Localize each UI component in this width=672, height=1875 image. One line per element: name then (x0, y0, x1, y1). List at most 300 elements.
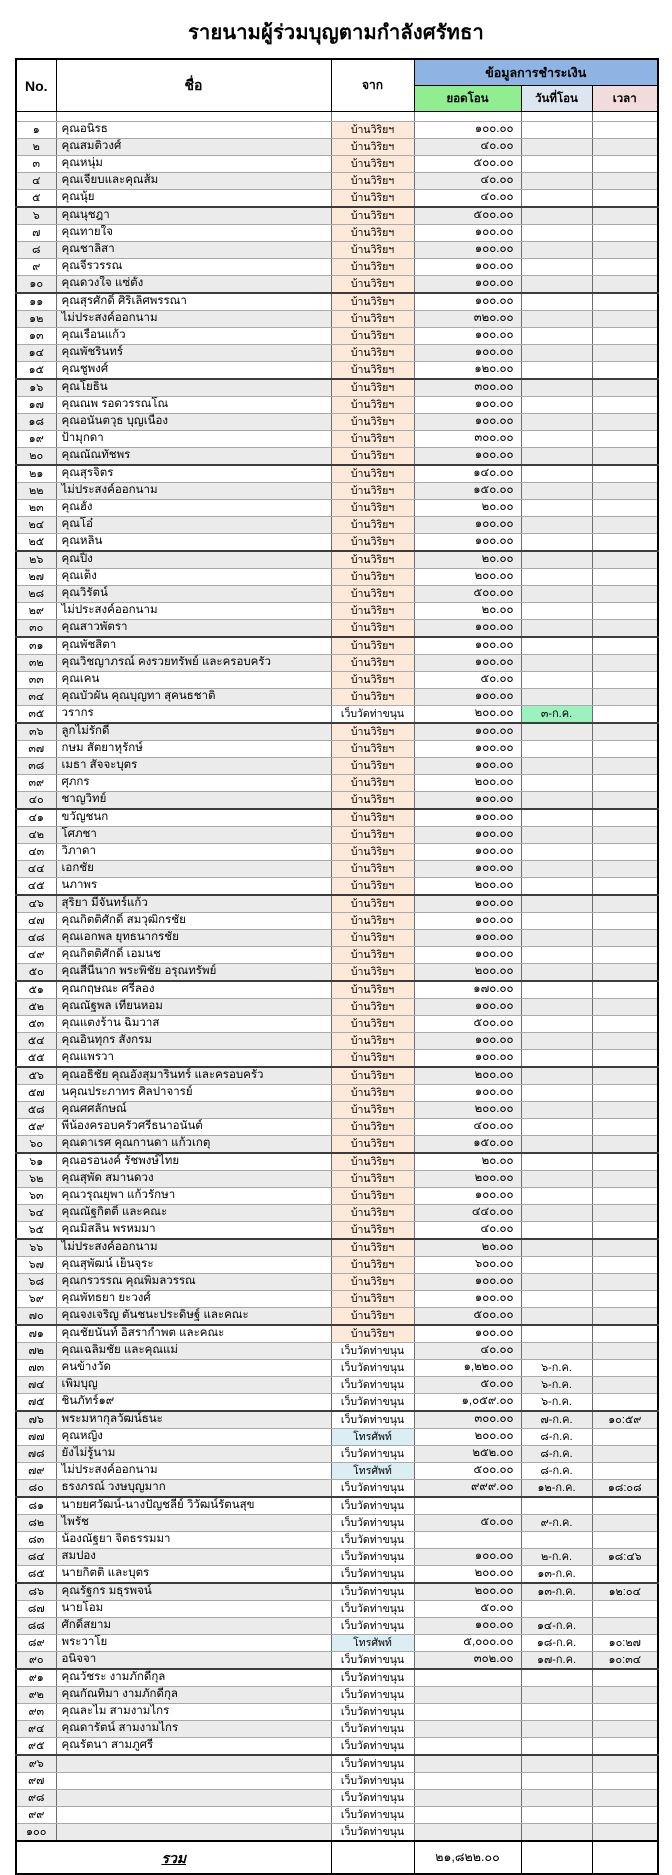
table-row (16, 1755, 658, 1773)
cell-name: คุณจงเจริญ ตันชนะประดิษฐ์ และคณะ (56, 1308, 331, 1326)
cell-no: ๒๕ (16, 534, 56, 552)
cell-from: โทรศัพท์ (331, 1429, 414, 1446)
cell-date (521, 672, 592, 689)
cell-no: ๔๐ (16, 792, 56, 810)
cell-date (521, 1687, 592, 1704)
cell-from: บ้านวิริยฯ (331, 500, 414, 517)
cell-no: ๗๒ (16, 1343, 56, 1360)
cell-no: ๒๔ (16, 517, 56, 534)
table-row (16, 500, 658, 517)
table-row (16, 861, 658, 878)
cell-time (592, 190, 658, 208)
cell-no: ๕๕ (16, 1050, 56, 1068)
cell-time (592, 981, 658, 999)
table-row (16, 913, 658, 930)
cell-date (521, 156, 592, 173)
cell-name: คุณศศลักษณ์ (56, 1102, 331, 1119)
table-row (16, 809, 658, 827)
cell-date (521, 775, 592, 792)
cell-date (521, 1067, 592, 1085)
cell-from: บ้านวิริยฯ (331, 1016, 414, 1033)
col-header-no: No. (16, 59, 56, 112)
cell-name: คุณแพรวา (56, 1050, 331, 1068)
cell-no: ๑๓ (16, 328, 56, 345)
cell-no: ๑๖ (16, 379, 56, 397)
cell-amount: ๒๐.๐๐ (414, 603, 521, 620)
cell-amount: ๕๐.๐๐ (414, 1515, 521, 1532)
cell-name: คุณทายใจ (56, 225, 331, 242)
cell-no: ๔ (16, 173, 56, 190)
table-row (16, 1583, 658, 1601)
cell-no: ๒ (16, 139, 56, 156)
cell-from: เว็บวัดท่าขนุน (331, 1773, 414, 1790)
cell-amount: ๑๒๐.๐๐ (414, 362, 521, 380)
cell-from: บ้านวิริยฯ (331, 999, 414, 1016)
cell-amount (414, 1532, 521, 1549)
table-row (16, 775, 658, 792)
table-row (16, 1704, 658, 1721)
cell-date: ๖-ก.ค. (521, 1360, 592, 1377)
cell-date: ๒-ก.ค. (521, 1549, 592, 1566)
cell-from: เว็บวัดท่าขนุน (331, 1583, 414, 1601)
table-row (16, 1635, 658, 1652)
cell-time (592, 1033, 658, 1050)
cell-amount (414, 1738, 521, 1756)
table-row (16, 792, 658, 810)
table-row (16, 534, 658, 552)
cell-date (521, 792, 592, 810)
cell-amount: ๔๔๐.๐๐ (414, 1205, 521, 1222)
spacer-row (16, 112, 658, 122)
cell-date (521, 844, 592, 861)
cell-date (521, 603, 592, 620)
cell-time (592, 672, 658, 689)
cell-amount: ๑๐๐.๐๐ (414, 844, 521, 861)
cell-from: บ้านวิริยฯ (331, 861, 414, 878)
cell-date (521, 551, 592, 569)
cell-time (592, 1119, 658, 1136)
table-row (16, 1687, 658, 1704)
cell-time: ๑๐:๕๙ (592, 1411, 658, 1429)
cell-name: คุณวิชญาภรณ์ คงรวยทรัพย์ และครอบครัว (56, 655, 331, 672)
table-row (16, 431, 658, 448)
cell-no: ๙๐ (16, 1652, 56, 1670)
cell-no: ๑๐ (16, 276, 56, 294)
cell-amount: ๑๗๐.๐๐ (414, 981, 521, 999)
cell-date (521, 637, 592, 655)
cell-amount (414, 1687, 521, 1704)
cell-amount: ๑๔๐.๐๐ (414, 465, 521, 483)
table-row (16, 1463, 658, 1480)
cell-name: เมธา สัจจะบุตร (56, 758, 331, 775)
cell-date (521, 328, 592, 345)
cell-time (592, 1016, 658, 1033)
cell-time (592, 465, 658, 483)
cell-name: คุณชูพงศ์ (56, 362, 331, 380)
cell-from: เว็บวัดท่าขนุน (331, 1704, 414, 1721)
cell-no: ๔๑ (16, 809, 56, 827)
cell-from: เว็บวัดท่าขนุน (331, 1377, 414, 1394)
cell-no: ๙๘ (16, 1790, 56, 1807)
table-row (16, 741, 658, 758)
table-row (16, 311, 658, 328)
cell-time (592, 1497, 658, 1515)
cell-time (592, 1257, 658, 1274)
cell-date (521, 534, 592, 552)
cell-date (521, 483, 592, 500)
table-row (16, 1807, 658, 1824)
cell-from: โทรศัพท์ (331, 1463, 414, 1480)
cell-no: ๖๗ (16, 1257, 56, 1274)
cell-amount: ๓๐๐.๐๐ (414, 1411, 521, 1429)
cell-from: บ้านวิริยฯ (331, 895, 414, 913)
cell-amount: ๔๐๐.๐๐ (414, 1119, 521, 1136)
cell-amount: ๑๐๐.๐๐ (414, 1050, 521, 1068)
cell-no: ๖๖ (16, 1239, 56, 1257)
cell-date (521, 1824, 592, 1842)
cell-amount: ๑๐๐.๐๐ (414, 225, 521, 242)
cell-from: เว็บวัดท่าขนุน (331, 1497, 414, 1515)
cell-time (592, 878, 658, 896)
cell-time (592, 844, 658, 861)
cell-from: บ้านวิริยฯ (331, 586, 414, 603)
cell-name: นายโอม (56, 1601, 331, 1618)
cell-no: ๘๗ (16, 1601, 56, 1618)
cell-no: ๒๘ (16, 586, 56, 603)
cell-date (521, 1308, 592, 1326)
cell-date (521, 1153, 592, 1171)
cell-from: บ้านวิริยฯ (331, 431, 414, 448)
cell-no: ๖๑ (16, 1153, 56, 1171)
cell-date (521, 500, 592, 517)
table-row (16, 483, 658, 500)
cell-time (592, 569, 658, 586)
cell-from: บ้านวิริยฯ (331, 1171, 414, 1188)
cell-time (592, 1343, 658, 1360)
cell-no: ๙๖ (16, 1755, 56, 1773)
cell-time (592, 517, 658, 534)
cell-name: คุณรัฐกร มธุรพจน์ (56, 1583, 331, 1601)
table-row (16, 620, 658, 638)
table-row (16, 259, 658, 276)
cell-time (592, 1291, 658, 1308)
cell-time (592, 706, 658, 724)
cell-amount: ๑๐๐.๐๐ (414, 1325, 521, 1343)
cell-no: ๙๗ (16, 1773, 56, 1790)
table-row (16, 999, 658, 1016)
table-row (16, 1033, 658, 1050)
cell-name: พระมหากุลวัฒน์ธนะ (56, 1411, 331, 1429)
cell-amount: ๑๐๐.๐๐ (414, 723, 521, 741)
cell-name: คุณรัตนา สามภูศรี (56, 1738, 331, 1756)
cell-name: คุณอินทุกร สังกรม (56, 1033, 331, 1050)
cell-amount: ๓๒๐.๐๐ (414, 311, 521, 328)
cell-time (592, 448, 658, 466)
cell-name: คุณสุพัด สมานดวง (56, 1171, 331, 1188)
cell-date (521, 139, 592, 156)
cell-name: คุณกัณทิมา งามภักดีกุล (56, 1687, 331, 1704)
cell-time (592, 586, 658, 603)
total-date-cell (521, 1841, 592, 1874)
cell-amount (414, 1721, 521, 1738)
cell-name: ศักดิ์สยาม (56, 1618, 331, 1635)
table-row (16, 964, 658, 982)
cell-name: ขวัญชนก (56, 809, 331, 827)
cell-date (521, 1601, 592, 1618)
cell-from: บ้านวิริยฯ (331, 156, 414, 173)
cell-date (521, 947, 592, 964)
cell-name: คุณกิตติศักดิ์ เอมนช (56, 947, 331, 964)
cell-amount: ๒๐.๐๐ (414, 500, 521, 517)
cell-name: คุณอนิรธ (56, 122, 331, 139)
cell-time (592, 362, 658, 380)
table-row (16, 569, 658, 586)
table-row (16, 293, 658, 311)
cell-from: บ้านวิริยฯ (331, 225, 414, 242)
cell-name: คุณเรือนแก้ว (56, 328, 331, 345)
cell-no: ๑๑ (16, 293, 56, 311)
cell-name: คุณหลิน (56, 534, 331, 552)
cell-amount: ๒๐๐.๐๐ (414, 1171, 521, 1188)
table-row (16, 947, 658, 964)
cell-name: คุณสุรจิตร (56, 465, 331, 483)
cell-date (521, 1239, 592, 1257)
cell-amount: ๑๐๐.๐๐ (414, 637, 521, 655)
cell-from: บ้านวิริยฯ (331, 1085, 414, 1102)
table-footer (16, 1841, 658, 1874)
cell-date (521, 242, 592, 259)
cell-no: ๘๔ (16, 1549, 56, 1566)
cell-name (56, 1773, 331, 1790)
col-header-name: ชื่อ (56, 59, 331, 112)
cell-date (521, 1497, 592, 1515)
cell-amount: ๑๐๐.๐๐ (414, 448, 521, 466)
cell-time (592, 139, 658, 156)
cell-from: บ้านวิริยฯ (331, 689, 414, 706)
cell-amount: ๑๐๐.๐๐ (414, 1188, 521, 1205)
cell-date (521, 397, 592, 414)
cell-from: บ้านวิริยฯ (331, 758, 414, 775)
cell-date (521, 259, 592, 276)
cell-time (592, 534, 658, 552)
cell-no: ๒๓ (16, 500, 56, 517)
table-row (16, 1601, 658, 1618)
cell-from: บ้านวิริยฯ (331, 139, 414, 156)
cell-from: เว็บวัดท่าขนุน (331, 1532, 414, 1549)
cell-from: บ้านวิริยฯ (331, 1274, 414, 1291)
cell-name: ไม่ประสงค์ออกนาม (56, 1239, 331, 1257)
cell-date: ๑๘-ก.ค. (521, 1635, 592, 1652)
cell-date (521, 1050, 592, 1068)
cell-from: บ้านวิริยฯ (331, 1222, 414, 1240)
cell-date (521, 1343, 592, 1360)
cell-from: บ้านวิริยฯ (331, 242, 414, 259)
cell-time (592, 1102, 658, 1119)
cell-time (592, 1463, 658, 1480)
cell-name: น้องณัฐยา จิตธรรมมา (56, 1532, 331, 1549)
cell-no: ๘๘ (16, 1618, 56, 1635)
cell-date (521, 1257, 592, 1274)
cell-from: บ้านวิริยฯ (331, 122, 414, 139)
cell-from: เว็บวัดท่าขนุน (331, 1652, 414, 1670)
cell-amount: ๑๕๐.๐๐ (414, 1136, 521, 1154)
cell-name: คุณเฉลิมชัย และคุณแม่ (56, 1343, 331, 1360)
cell-no: ๕๐ (16, 964, 56, 982)
cell-no: ๗๖ (16, 1411, 56, 1429)
cell-no: ๔๘ (16, 930, 56, 947)
table-body (16, 112, 658, 1842)
cell-no: ๙๕ (16, 1738, 56, 1756)
cell-no: ๔๕ (16, 878, 56, 896)
cell-amount (414, 1755, 521, 1773)
cell-time (592, 1755, 658, 1773)
cell-time: ๑๐:๓๔ (592, 1652, 658, 1670)
cell-from: โทรศัพท์ (331, 1635, 414, 1652)
total-row (16, 1841, 658, 1874)
table-row (16, 1050, 658, 1068)
cell-amount: ๑๐๐.๐๐ (414, 276, 521, 294)
cell-amount: ๑๐๐.๐๐ (414, 655, 521, 672)
cell-amount: ๕๐๐.๐๐ (414, 1308, 521, 1326)
cell-date (521, 1016, 592, 1033)
table-row (16, 1343, 658, 1360)
cell-name: คุณบัวผัน คุณบุญทา สุคนธชาติ (56, 689, 331, 706)
cell-from: เว็บวัดท่าขนุน (331, 1360, 414, 1377)
cell-amount: ๑๐๐.๐๐ (414, 947, 521, 964)
cell-amount: ๔๐.๐๐ (414, 1222, 521, 1240)
cell-date (521, 741, 592, 758)
cell-amount: ๒๐๐.๐๐ (414, 569, 521, 586)
table-row (16, 1308, 658, 1326)
col-header-from: จาก (331, 59, 414, 112)
table-row (16, 156, 658, 173)
cell-name: คุณสมติวงศ์ (56, 139, 331, 156)
cell-from: เว็บวัดท่าขนุน (331, 1446, 414, 1463)
cell-date (521, 809, 592, 827)
cell-no: ๔๒ (16, 827, 56, 844)
cell-from: บ้านวิริยฯ (331, 259, 414, 276)
cell-no: ๕๖ (16, 1067, 56, 1085)
cell-date (521, 1669, 592, 1687)
table-row (16, 758, 658, 775)
cell-amount: ๑,๒๒๐.๐๐ (414, 1360, 521, 1377)
cell-no: ๓๒ (16, 655, 56, 672)
donation-table (15, 58, 659, 1875)
table-row (16, 1257, 658, 1274)
cell-from: บ้านวิริยฯ (331, 930, 414, 947)
cell-name (56, 1824, 331, 1842)
cell-name: ป้ามุกดา (56, 431, 331, 448)
cell-name: ยังไม่รู้นาม (56, 1446, 331, 1463)
cell-name: สมปอง (56, 1549, 331, 1566)
cell-amount: ๑๐๐.๐๐ (414, 895, 521, 913)
cell-no: ๓๓ (16, 672, 56, 689)
cell-time (592, 1566, 658, 1584)
cell-from: บ้านวิริยฯ (331, 809, 414, 827)
cell-date (521, 1807, 592, 1824)
cell-date (521, 569, 592, 586)
table-row (16, 981, 658, 999)
cell-from: บ้านวิริยฯ (331, 276, 414, 294)
cell-amount: ๔๐.๐๐ (414, 1343, 521, 1360)
cell-name: คุณณัณทัชพร (56, 448, 331, 466)
cell-from: เว็บวัดท่าขนุน (331, 706, 414, 724)
cell-time (592, 1738, 658, 1756)
cell-time (592, 964, 658, 982)
cell-name: ศุภกร (56, 775, 331, 792)
cell-amount: ๑๐๐.๐๐ (414, 517, 521, 534)
table-row (16, 465, 658, 483)
cell-from: บ้านวิริยฯ (331, 827, 414, 844)
cell-date (521, 207, 592, 225)
cell-date (521, 1171, 592, 1188)
cell-name: คุณดาเรศ คุณกานดา แก้วเกตุ (56, 1136, 331, 1154)
table-row (16, 1377, 658, 1394)
cell-time (592, 1669, 658, 1687)
cell-date (521, 1222, 592, 1240)
cell-date (521, 276, 592, 294)
table-row (16, 173, 658, 190)
cell-amount: ๕๐๐.๐๐ (414, 207, 521, 225)
cell-amount: ๑๐๐.๐๐ (414, 861, 521, 878)
cell-from: บ้านวิริยฯ (331, 620, 414, 638)
cell-date (521, 345, 592, 362)
cell-date (521, 689, 592, 706)
cell-from: บ้านวิริยฯ (331, 1033, 414, 1050)
table-row (16, 706, 658, 724)
table-row (16, 1566, 658, 1584)
cell-no: ๒๙ (16, 603, 56, 620)
cell-no: ๕๑ (16, 981, 56, 999)
cell-amount: ๒๐๐.๐๐ (414, 1429, 521, 1446)
cell-name: วรากร (56, 706, 331, 724)
cell-date (521, 758, 592, 775)
cell-time (592, 1085, 658, 1102)
cell-amount: ๒๐๐.๐๐ (414, 878, 521, 896)
cell-from: เว็บวัดท่าขนุน (331, 1343, 414, 1360)
table-row (16, 1325, 658, 1343)
cell-amount: ๒๕๒.๐๐ (414, 1446, 521, 1463)
cell-date (521, 225, 592, 242)
cell-no: ๓๕ (16, 706, 56, 724)
cell-from: บ้านวิริยฯ (331, 1308, 414, 1326)
cell-amount: ๓๐๐.๐๐ (414, 431, 521, 448)
cell-amount: ๒๐๐.๐๐ (414, 775, 521, 792)
cell-amount: ๑๐๐.๐๐ (414, 1291, 521, 1308)
cell-amount: ๑๐๐.๐๐ (414, 827, 521, 844)
cell-no: ๔๔ (16, 861, 56, 878)
table-row (16, 1136, 658, 1154)
cell-from: บ้านวิริยฯ (331, 964, 414, 982)
cell-from: บ้านวิริยฯ (331, 981, 414, 999)
cell-time (592, 1704, 658, 1721)
cell-from: บ้านวิริยฯ (331, 448, 414, 466)
cell-date (521, 122, 592, 139)
cell-date (521, 655, 592, 672)
cell-name: คุณอรอนงค์ รัชพงษ์ไทย (56, 1153, 331, 1171)
table-row (16, 242, 658, 259)
table-row (16, 190, 658, 208)
cell-no: ๖๔ (16, 1205, 56, 1222)
cell-name (56, 1790, 331, 1807)
cell-amount: ๑๐๐.๐๐ (414, 242, 521, 259)
table-row (16, 1773, 658, 1790)
cell-no: ๙๓ (16, 1704, 56, 1721)
table-row (16, 1824, 658, 1842)
cell-amount: ๓๐๐.๐๐ (414, 379, 521, 397)
cell-name: คุณณพ รอดวรรณโณ (56, 397, 331, 414)
cell-amount: ๕๐๐.๐๐ (414, 586, 521, 603)
